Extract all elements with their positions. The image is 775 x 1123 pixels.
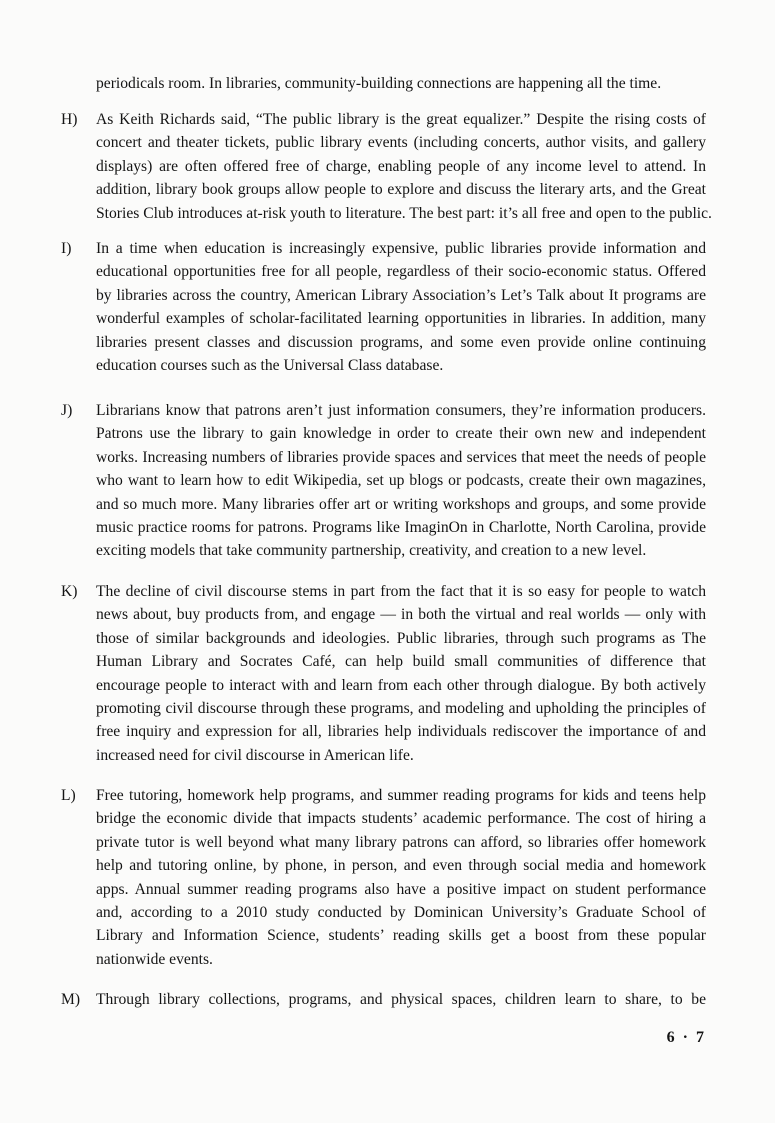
text-line: and, according to a 2010 study conducted by Dominican University’s Graduate School of <box>96 904 706 922</box>
continuation-paragraph <box>61 72 706 95</box>
text-line: bridge the economic divide that impacts students’ academic performance. The cost of hiring a <box>96 810 706 828</box>
paragraph-label: J) <box>61 402 73 419</box>
text-line: and so much more. Many libraries offer art or writing workshops and groups, and some provide <box>96 495 706 513</box>
text-line: In a time when education is increasingly expensive, public libraries provide information and <box>96 240 706 257</box>
text-line: who want to learn how to edit Wikipedia, set up blogs or podcasts, create their own magazines, <box>96 472 706 490</box>
text-line: apps. Annual summer reading programs also have a positive impact on student performance <box>96 880 706 898</box>
text-line: exciting models that take community partnership, creativity, and creation to a new level. <box>96 542 647 560</box>
paragraph-label: M) <box>61 991 81 1008</box>
text-line: free inquiry and expression for all, libraries help individuals rediscover the importance of and <box>96 723 706 741</box>
paragraph-k <box>61 580 706 767</box>
text-line: The decline of civil discourse stems in part from the fact that it is so easy for people to watch <box>96 583 706 600</box>
text-line: music practice rooms for patrons. Programs like ImaginOn in Charlotte, North Carolina, provide <box>96 519 706 537</box>
text-line: educational opportunities free for all people, regardless of their socio-economic status. Offered <box>96 263 706 281</box>
text-line: nationwide events. <box>96 950 213 968</box>
text-line: increased need for civil discourse in American life. <box>96 746 414 764</box>
text-line: private tutor is well beyond what many library patrons can afford, so libraries offer homework <box>96 833 706 851</box>
paragraph-label: L) <box>61 787 76 804</box>
text-line: news about, buy products from, and engage — in both the virtual and real worlds — only with <box>96 606 706 624</box>
text-line: libraries present classes and discussion programs, and some even provide online continuing <box>96 333 706 351</box>
text-line: by libraries across the country, American Library Association’s Let’s Talk about It programs are <box>96 286 706 304</box>
paragraph-label: K) <box>61 583 78 600</box>
text-line: addition, library book groups allow people to explore and discuss the literary arts, and the Great <box>96 181 706 199</box>
paragraph-h <box>61 108 712 225</box>
text-line: promoting civil discourse through these programs, and modeling and upholding the principles of <box>96 700 706 718</box>
text-line: encourage people to interact with and learn from each other through dialogue. By both actively <box>96 676 706 694</box>
text-line: help and tutoring online, by phone, in person, and even through social media and homework <box>96 857 706 875</box>
page-number: 6 · 7 <box>666 1029 706 1046</box>
text-line: Free tutoring, homework help programs, and summer reading programs for kids and teens help <box>96 787 706 804</box>
paragraph-label: I) <box>61 240 72 257</box>
text-line: displays) are often offered free of charge, enabling people of any income level to attend. In <box>96 157 706 175</box>
text-line: wonderful examples of scholar-facilitated learning opportunities in libraries. In addition, many <box>96 310 706 328</box>
paragraph-label: H) <box>61 111 78 128</box>
text-line: Human Library and Socrates Café, can help build small communities of difference that <box>96 653 706 671</box>
text-line: works. Increasing numbers of libraries provide spaces and services that meet the needs of people <box>96 448 706 466</box>
text-line: periodicals room. In libraries, community-building connections are happening all the time. <box>96 75 662 92</box>
paragraph-m <box>61 988 706 1011</box>
paragraph-l <box>61 784 706 971</box>
paragraph-j <box>61 399 706 563</box>
text-line: Library and Information Science, students’ reading skills get a boost from these popular <box>96 927 706 945</box>
text-line: As Keith Richards said, “The public library is the great equalizer.” Despite the rising costs of <box>96 111 706 128</box>
paragraph-i <box>61 237 706 377</box>
text-line: Stories Club introduces at-risk youth to literature. The best part: it’s all free and open to the public. <box>96 204 712 222</box>
text-line: Librarians know that patrons aren’t just information consumers, they’re information producers. <box>96 402 706 419</box>
text-line: concert and theater tickets, public library events (including concerts, author visits, and gallery <box>96 134 706 152</box>
text-line: Through library collections, programs, and physical spaces, children learn to share, to be <box>96 991 706 1008</box>
text-line: those of similar backgrounds and ideologies. Public libraries, through such programs as The <box>96 629 706 647</box>
text-line: Patrons use the library to gain knowledge in order to create their own new and independent <box>96 425 706 443</box>
text-line: education courses such as the Universal Class database. <box>96 357 444 375</box>
